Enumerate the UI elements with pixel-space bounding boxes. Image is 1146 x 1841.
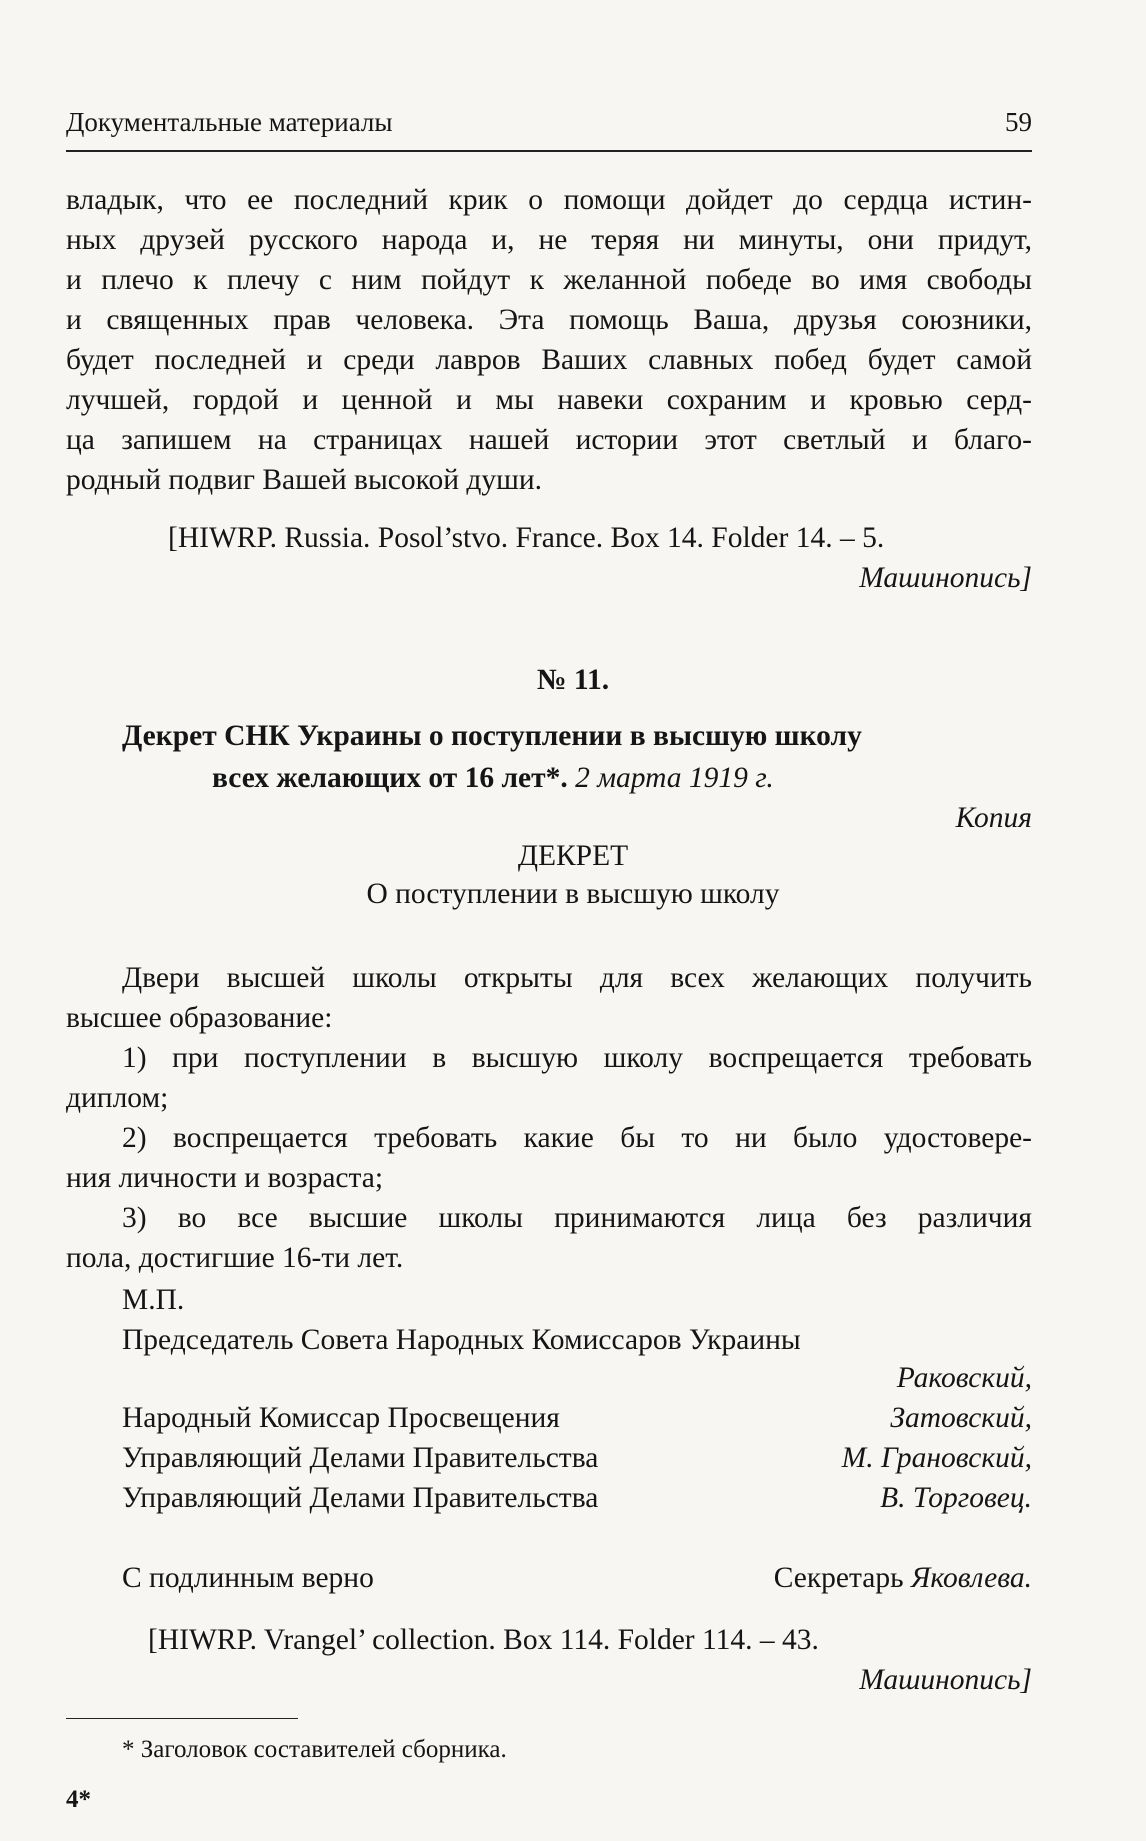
certified-label: С подлинным верно	[122, 1562, 374, 1594]
signature-name: М. Грановский,	[841, 1442, 1032, 1474]
seal-mark: М.П.	[122, 1284, 185, 1316]
running-title: Документальные материалы	[66, 107, 393, 137]
list-item: 2) воспрещается требовать какие бы то ни было удостовере-	[122, 1122, 1032, 1154]
text-line: ца запишем на страницах нашей истории этот светлый и благо-	[66, 424, 1032, 456]
document-title-line2	[212, 758, 774, 799]
text-line: ных друзей русского народа и, не теряя ни минуты, они придут,	[66, 224, 1032, 256]
list-item-cont: диплом;	[66, 1082, 169, 1114]
archive-source: [HIWRP. Vrangel’ collection. Box 114. Folder 114. – 43.	[148, 1624, 819, 1656]
list-item-cont: ния личности и возраста;	[66, 1162, 384, 1194]
text-line: и плечо к плечу с ним пойдут к желанной победе во имя свободы	[66, 264, 1032, 296]
decree-heading: ДЕКРЕТ	[517, 840, 629, 872]
text-line: владык, что ее последний крик о помощи дойдет до сердца истин-	[66, 184, 1032, 216]
signature-title: Управляющий Делами Правительства	[122, 1482, 599, 1514]
text-line: родный подвиг Вашей высокой души.	[66, 464, 543, 496]
header-rule	[66, 150, 1032, 152]
archive-source-type: Машинопись]	[859, 1664, 1032, 1696]
signature-name: Раковский,	[896, 1362, 1032, 1394]
text-line: и священных прав человека. Эта помощь Ваша, друзья союзники,	[66, 304, 1032, 336]
document-title-text: всех желающих от 16 лет*.	[212, 762, 568, 794]
copy-label: Копия	[955, 802, 1032, 834]
signature-title: Народный Комиссар Просвещения	[122, 1402, 560, 1434]
page-number: 59	[1005, 107, 1032, 137]
document-number: № 11.	[536, 664, 610, 696]
text-line: лучшей, гордой и ценной и мы навеки сохраним и кровью серд-	[66, 384, 1032, 416]
decree-subheading: О поступлении в высшую школу	[366, 878, 780, 910]
list-item-cont: пола, достигшие 16-ти лет.	[66, 1242, 404, 1274]
intro-line: высшее образование:	[66, 1002, 333, 1034]
archive-source: [HIWRP. Russia. Posol’stvo. France. Box 14. Folder 14. – 5.	[168, 522, 885, 554]
archive-source-type: Машинопись]	[859, 562, 1032, 594]
intro-line: Двери высшей школы открыты для всех желающих получить	[122, 962, 1032, 994]
footnote-rule	[66, 1718, 298, 1719]
footnote: * Заголовок составителей сборника.	[122, 1736, 507, 1763]
list-item: 1) при поступлении в высшую школу воспрещается требовать	[122, 1042, 1032, 1074]
signature-mark: 4*	[66, 1786, 91, 1813]
signature-title: Управляющий Делами Правительства	[122, 1442, 599, 1474]
document-title-line1: Декрет СНК Украины о поступлении в высшую школу	[122, 720, 862, 752]
signature-name: В. Торговец.	[880, 1482, 1032, 1514]
signature-title: Председатель Совета Народных Комиссаров Украины	[122, 1324, 801, 1356]
secretary-label: Секретарь	[773, 1562, 904, 1594]
secretary-name: Яковлева.	[910, 1562, 1032, 1594]
signature-name: Затовский,	[890, 1402, 1032, 1434]
secretary-line	[774, 1558, 1032, 1599]
text-line: будет последней и среди лавров Ваших славных побед будет самой	[66, 344, 1032, 376]
list-item: 3) во все высшие школы принимаются лица без различия	[122, 1202, 1032, 1234]
document-date: 2 марта 1919 г.	[575, 762, 774, 794]
